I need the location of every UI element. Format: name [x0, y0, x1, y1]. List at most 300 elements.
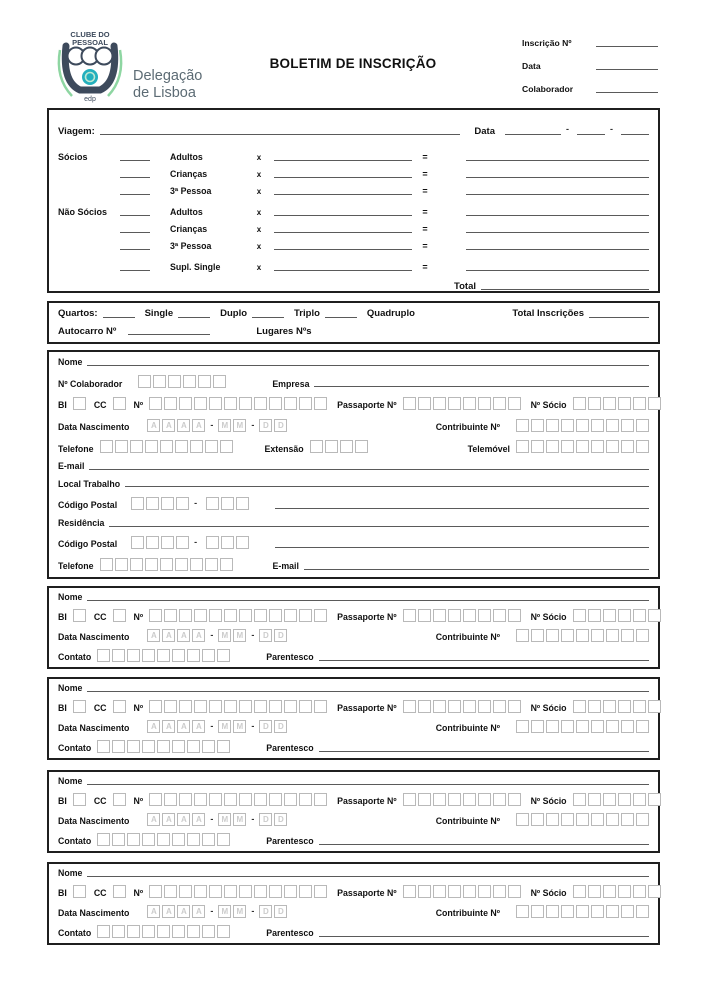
fill-line	[109, 525, 649, 527]
ghost-cell: A	[162, 813, 175, 826]
row-label: Adultos	[170, 207, 203, 217]
price-grid	[58, 145, 649, 291]
char-cell	[546, 629, 559, 642]
char-cell	[130, 558, 143, 571]
inscricao-label: Inscrição Nº	[522, 38, 572, 49]
ghost-cell: A	[162, 720, 175, 733]
char-cell	[194, 397, 207, 410]
ghost-cell: A	[177, 419, 190, 432]
char-cell	[194, 885, 207, 898]
trip-row-naosocios-criancas	[58, 217, 649, 234]
char-cell	[576, 813, 589, 826]
char-cell	[463, 397, 476, 410]
char-cell	[145, 440, 158, 453]
duplo-label: Duplo	[220, 308, 248, 319]
char-cell	[516, 419, 529, 432]
codigo-postal-label: Código Postal	[58, 539, 118, 550]
char-cell	[633, 397, 646, 410]
char-cell	[618, 793, 631, 806]
char-cell	[157, 740, 170, 753]
char-cell	[217, 833, 230, 846]
char-cell	[561, 419, 574, 432]
cc-checkbox	[111, 793, 126, 806]
codigo-postal-residencia-row	[58, 536, 649, 549]
postal-dash: -	[194, 498, 198, 509]
times-symbol: x	[256, 242, 262, 251]
data-nascimento-label: Data Nascimento	[58, 816, 130, 827]
char-cell	[591, 440, 604, 453]
char-cell	[202, 649, 215, 662]
date-dash: -	[251, 629, 255, 640]
colaborador-field	[522, 79, 658, 94]
viagem-label: Viagem:	[58, 125, 95, 137]
nome-label: Nome	[58, 868, 83, 878]
ghost-cell: A	[177, 629, 190, 642]
ghost-cell: D	[259, 629, 272, 642]
times-symbol: x	[256, 208, 262, 217]
nascimento-row	[58, 419, 649, 432]
nascimento-row	[58, 905, 649, 918]
char-cell	[115, 558, 128, 571]
equals-symbol: =	[422, 224, 428, 234]
contato-label: Contato	[58, 928, 92, 939]
date-dash: -	[210, 905, 214, 916]
document-number-cells	[147, 885, 327, 898]
char-cell	[284, 793, 297, 806]
contato-label: Contato	[58, 743, 92, 754]
equals-symbol: =	[422, 207, 428, 217]
telefone-row	[58, 440, 649, 453]
date-dash: -	[251, 813, 255, 824]
char-cell	[478, 609, 491, 622]
char-cell	[269, 609, 282, 622]
char-cell	[236, 536, 249, 549]
char-cell	[224, 793, 237, 806]
char-cell	[127, 740, 140, 753]
ghost-cell: M	[233, 720, 246, 733]
char-cell	[220, 558, 233, 571]
char-cell	[113, 793, 126, 806]
num-socio-label: Nº Sócio	[530, 888, 567, 899]
logo-ring-3	[96, 48, 113, 65]
char-cell	[217, 649, 230, 662]
bi-checkbox	[71, 397, 86, 410]
char-cell	[194, 793, 207, 806]
row-label: 3ª Pessoa	[170, 186, 212, 196]
amount-line	[466, 269, 649, 271]
email-row	[58, 462, 649, 471]
contribuinte-cells	[514, 419, 649, 432]
char-cell	[516, 629, 529, 642]
ghost-cell: A	[192, 720, 205, 733]
date-dash: -	[210, 813, 214, 824]
empresa-label: Empresa	[272, 378, 310, 389]
char-cell	[606, 720, 619, 733]
char-cell	[448, 885, 461, 898]
char-cell	[112, 833, 125, 846]
qty-line	[120, 193, 150, 195]
ghost-cell: D	[274, 419, 287, 432]
residencia-label: Residência	[58, 517, 105, 528]
id-row	[58, 397, 649, 410]
ghost-cell: A	[147, 813, 160, 826]
trip-row-socios-adultos	[58, 145, 649, 162]
char-cell	[213, 375, 226, 388]
ghost-cell: D	[259, 720, 272, 733]
socio-cells	[571, 700, 661, 713]
char-cell	[130, 440, 143, 453]
char-cell	[508, 793, 521, 806]
logo-brand-text: edp	[84, 96, 96, 103]
telefone-cells	[98, 558, 233, 571]
ghost-cell: M	[233, 813, 246, 826]
trip-section	[47, 108, 660, 293]
extensao-label: Extensão	[264, 443, 304, 454]
qty-line	[178, 316, 210, 318]
qty-line	[120, 269, 150, 271]
times-symbol: x	[256, 263, 262, 272]
date-dash: -	[210, 419, 214, 430]
parentesco-label: Parentesco	[266, 928, 314, 939]
contato-cells	[95, 925, 230, 938]
char-cell	[205, 558, 218, 571]
char-cell	[478, 793, 491, 806]
char-cell	[100, 440, 113, 453]
socio-cells	[571, 793, 661, 806]
char-cell	[239, 885, 252, 898]
data-nascimento-label: Data Nascimento	[58, 723, 130, 734]
telefone-label: Telefone	[58, 561, 94, 572]
char-cell	[113, 700, 126, 713]
logo-edp-dot	[82, 69, 98, 85]
postal-cells-1	[129, 497, 189, 510]
char-cell	[463, 609, 476, 622]
char-cell	[355, 440, 368, 453]
nao-socios-label: Não Sócios	[58, 207, 108, 217]
char-cell	[433, 700, 446, 713]
cc-label: CC	[93, 796, 107, 807]
char-cell	[403, 700, 416, 713]
club-logo-icon	[53, 26, 127, 104]
codigo-postal-trabalho-row	[58, 497, 649, 510]
char-cell	[239, 793, 252, 806]
char-cell	[209, 700, 222, 713]
contato-row	[58, 833, 649, 846]
char-cell	[516, 905, 529, 918]
total-line	[481, 288, 649, 290]
fill-line	[275, 546, 649, 548]
char-cell	[433, 793, 446, 806]
member-section	[47, 350, 660, 579]
passaporte-label: Passaporte Nº	[337, 796, 397, 807]
char-cell	[588, 885, 601, 898]
fill-line	[128, 333, 210, 335]
viagem-line	[100, 133, 461, 135]
logo-org-line1: CLUBE DO	[70, 30, 110, 39]
passaporte-label: Passaporte Nº	[337, 703, 397, 714]
passaporte-cells	[401, 609, 521, 622]
contribuinte-cells	[514, 905, 649, 918]
char-cell	[97, 740, 110, 753]
char-cell	[573, 397, 586, 410]
contato-row	[58, 649, 649, 662]
char-cell	[157, 833, 170, 846]
char-cell	[100, 558, 113, 571]
bi-checkbox	[71, 793, 86, 806]
ghost-cell: A	[147, 419, 160, 432]
ghost-cell: D	[274, 720, 287, 733]
triplo-label: Triplo	[294, 308, 320, 319]
char-cell	[621, 629, 634, 642]
email-label: E-mail	[272, 561, 299, 572]
char-cell	[224, 397, 237, 410]
char-cell	[561, 629, 574, 642]
char-cell	[179, 609, 192, 622]
contribuinte-label: Contribuinte Nº	[435, 908, 500, 919]
char-cell	[205, 440, 218, 453]
local-trabalho-label: Local Trabalho	[58, 478, 121, 489]
char-cell	[149, 609, 162, 622]
char-cell	[149, 793, 162, 806]
companion-block-2	[47, 677, 660, 760]
document-number-cells	[147, 609, 327, 622]
char-cell	[179, 793, 192, 806]
residencia-row	[58, 519, 649, 528]
char-cell	[576, 720, 589, 733]
char-cell	[636, 629, 649, 642]
char-cell	[636, 419, 649, 432]
ghost-cell: D	[274, 629, 287, 642]
fill-line	[275, 507, 649, 509]
passaporte-cells	[401, 700, 521, 713]
amount-line	[466, 159, 649, 161]
delegation-line1: Delegação	[133, 68, 203, 84]
qty-line	[120, 214, 150, 216]
char-cell	[573, 793, 586, 806]
char-cell	[115, 440, 128, 453]
char-cell	[269, 397, 282, 410]
cc-checkbox	[111, 700, 126, 713]
char-cell	[573, 609, 586, 622]
char-cell	[418, 609, 431, 622]
char-cell	[168, 375, 181, 388]
passaporte-label: Passaporte Nº	[337, 612, 397, 623]
ghost-cell: M	[233, 905, 246, 918]
id-row	[58, 609, 649, 622]
char-cell	[97, 833, 110, 846]
nome-row	[58, 684, 649, 693]
fill-line	[87, 875, 649, 877]
contribuinte-label: Contribuinte Nº	[435, 723, 500, 734]
char-cell	[591, 720, 604, 733]
nome-row	[58, 593, 649, 602]
char-cell	[606, 813, 619, 826]
char-cell	[516, 720, 529, 733]
char-cell	[588, 609, 601, 622]
char-cell	[531, 629, 544, 642]
cc-label: CC	[93, 703, 107, 714]
single-label: Single	[144, 308, 174, 319]
telefone-email-row	[58, 558, 649, 571]
char-cell	[299, 700, 312, 713]
ghost-cell: M	[233, 419, 246, 432]
char-cell	[403, 885, 416, 898]
char-cell	[448, 397, 461, 410]
cc-label: CC	[93, 400, 107, 411]
price-line	[274, 214, 412, 216]
autocarro-label: Autocarro Nº	[58, 325, 117, 337]
bi-label: BI	[58, 888, 67, 899]
price-line	[274, 231, 412, 233]
char-cell	[478, 885, 491, 898]
amount-line	[466, 248, 649, 250]
trip-row-supl-single	[58, 255, 649, 272]
char-cell	[588, 397, 601, 410]
char-cell	[73, 700, 86, 713]
char-cell	[254, 793, 267, 806]
char-cell	[546, 813, 559, 826]
times-symbol: x	[256, 153, 262, 162]
char-cell	[254, 609, 267, 622]
amount-line	[466, 214, 649, 216]
contato-cells	[95, 740, 230, 753]
amount-line	[466, 193, 649, 195]
char-cell	[149, 700, 162, 713]
nome-label: Nome	[58, 683, 83, 693]
char-cell	[508, 885, 521, 898]
date-dash: -	[210, 629, 214, 640]
passaporte-cells	[401, 793, 521, 806]
fill-line	[87, 783, 649, 785]
telefone-cells	[98, 440, 233, 453]
char-cell	[603, 609, 616, 622]
char-cell	[621, 419, 634, 432]
char-cell	[591, 629, 604, 642]
char-cell	[157, 649, 170, 662]
char-cell	[187, 833, 200, 846]
nome-label: Nome	[58, 592, 83, 602]
socio-cells	[571, 609, 661, 622]
id-row	[58, 700, 649, 713]
trip-data-label: Data	[474, 125, 495, 137]
trip-row-naosocios-adultos	[58, 200, 649, 217]
char-cell	[209, 793, 222, 806]
nascimento-row	[58, 813, 649, 826]
lugares-label: Lugares Nºs	[256, 325, 312, 337]
numero-label: Nº	[133, 796, 144, 807]
char-cell	[142, 833, 155, 846]
char-cell	[198, 375, 211, 388]
char-cell	[478, 397, 491, 410]
char-cell	[202, 925, 215, 938]
telemovel-label: Telemóvel	[467, 443, 510, 454]
char-cell	[531, 813, 544, 826]
rooms-section	[47, 301, 660, 344]
fill-line	[596, 91, 658, 93]
times-symbol: x	[256, 187, 262, 196]
char-cell	[648, 793, 661, 806]
char-cell	[606, 419, 619, 432]
contribuinte-cells	[514, 720, 649, 733]
telefone-label: Telefone	[58, 443, 94, 454]
char-cell	[314, 609, 327, 622]
passaporte-label: Passaporte Nº	[337, 888, 397, 899]
char-cell	[269, 700, 282, 713]
char-cell	[433, 397, 446, 410]
quadruplo-label: Quadruplo	[366, 308, 415, 319]
char-cell	[206, 497, 219, 510]
char-cell	[433, 885, 446, 898]
char-cell	[603, 793, 616, 806]
char-cell	[183, 375, 196, 388]
char-cell	[224, 700, 237, 713]
char-cell	[463, 793, 476, 806]
data-label: Data	[522, 61, 541, 72]
bi-checkbox	[71, 609, 86, 622]
trip-row-naosocios-terceira	[58, 234, 649, 251]
companion-block-1	[47, 586, 660, 669]
passaporte-cells	[401, 885, 521, 898]
char-cell	[648, 397, 661, 410]
ghost-cell: A	[177, 813, 190, 826]
ghost-cell: A	[177, 905, 190, 918]
postal-cells-1	[129, 536, 189, 549]
char-cell	[131, 497, 144, 510]
char-cell	[633, 793, 646, 806]
cc-checkbox	[111, 397, 126, 410]
passaporte-cells	[401, 397, 521, 410]
char-cell	[493, 700, 506, 713]
char-cell	[448, 793, 461, 806]
colaborador-row	[58, 375, 649, 388]
char-cell	[113, 885, 126, 898]
bi-label: BI	[58, 703, 67, 714]
parentesco-label: Parentesco	[266, 836, 314, 847]
bi-checkbox	[71, 885, 86, 898]
logo-org-line2: PESSOAL	[72, 38, 108, 47]
char-cell	[603, 700, 616, 713]
ghost-cell: M	[218, 720, 231, 733]
char-cell	[202, 833, 215, 846]
ghost-cell: A	[147, 629, 160, 642]
numero-label: Nº	[133, 400, 144, 411]
price-line	[274, 176, 412, 178]
char-cell	[573, 885, 586, 898]
extensao-cells	[308, 440, 368, 453]
trip-row-socios-terceira	[58, 179, 649, 196]
qty-line	[103, 316, 135, 318]
char-cell	[209, 609, 222, 622]
numero-label: Nº	[133, 703, 144, 714]
data-field	[522, 56, 658, 71]
parentesco-label: Parentesco	[266, 743, 314, 754]
char-cell	[97, 925, 110, 938]
char-cell	[418, 793, 431, 806]
char-cell	[463, 700, 476, 713]
char-cell	[217, 740, 230, 753]
char-cell	[478, 700, 491, 713]
char-cell	[269, 793, 282, 806]
char-cell	[591, 905, 604, 918]
date-dash: -	[251, 720, 255, 731]
ghost-cell: A	[192, 629, 205, 642]
char-cell	[493, 793, 506, 806]
fill-line	[319, 843, 649, 845]
delegation-line2: de Lisboa	[133, 85, 196, 102]
char-cell	[576, 905, 589, 918]
ghost-cell: A	[162, 419, 175, 432]
char-cell	[284, 700, 297, 713]
